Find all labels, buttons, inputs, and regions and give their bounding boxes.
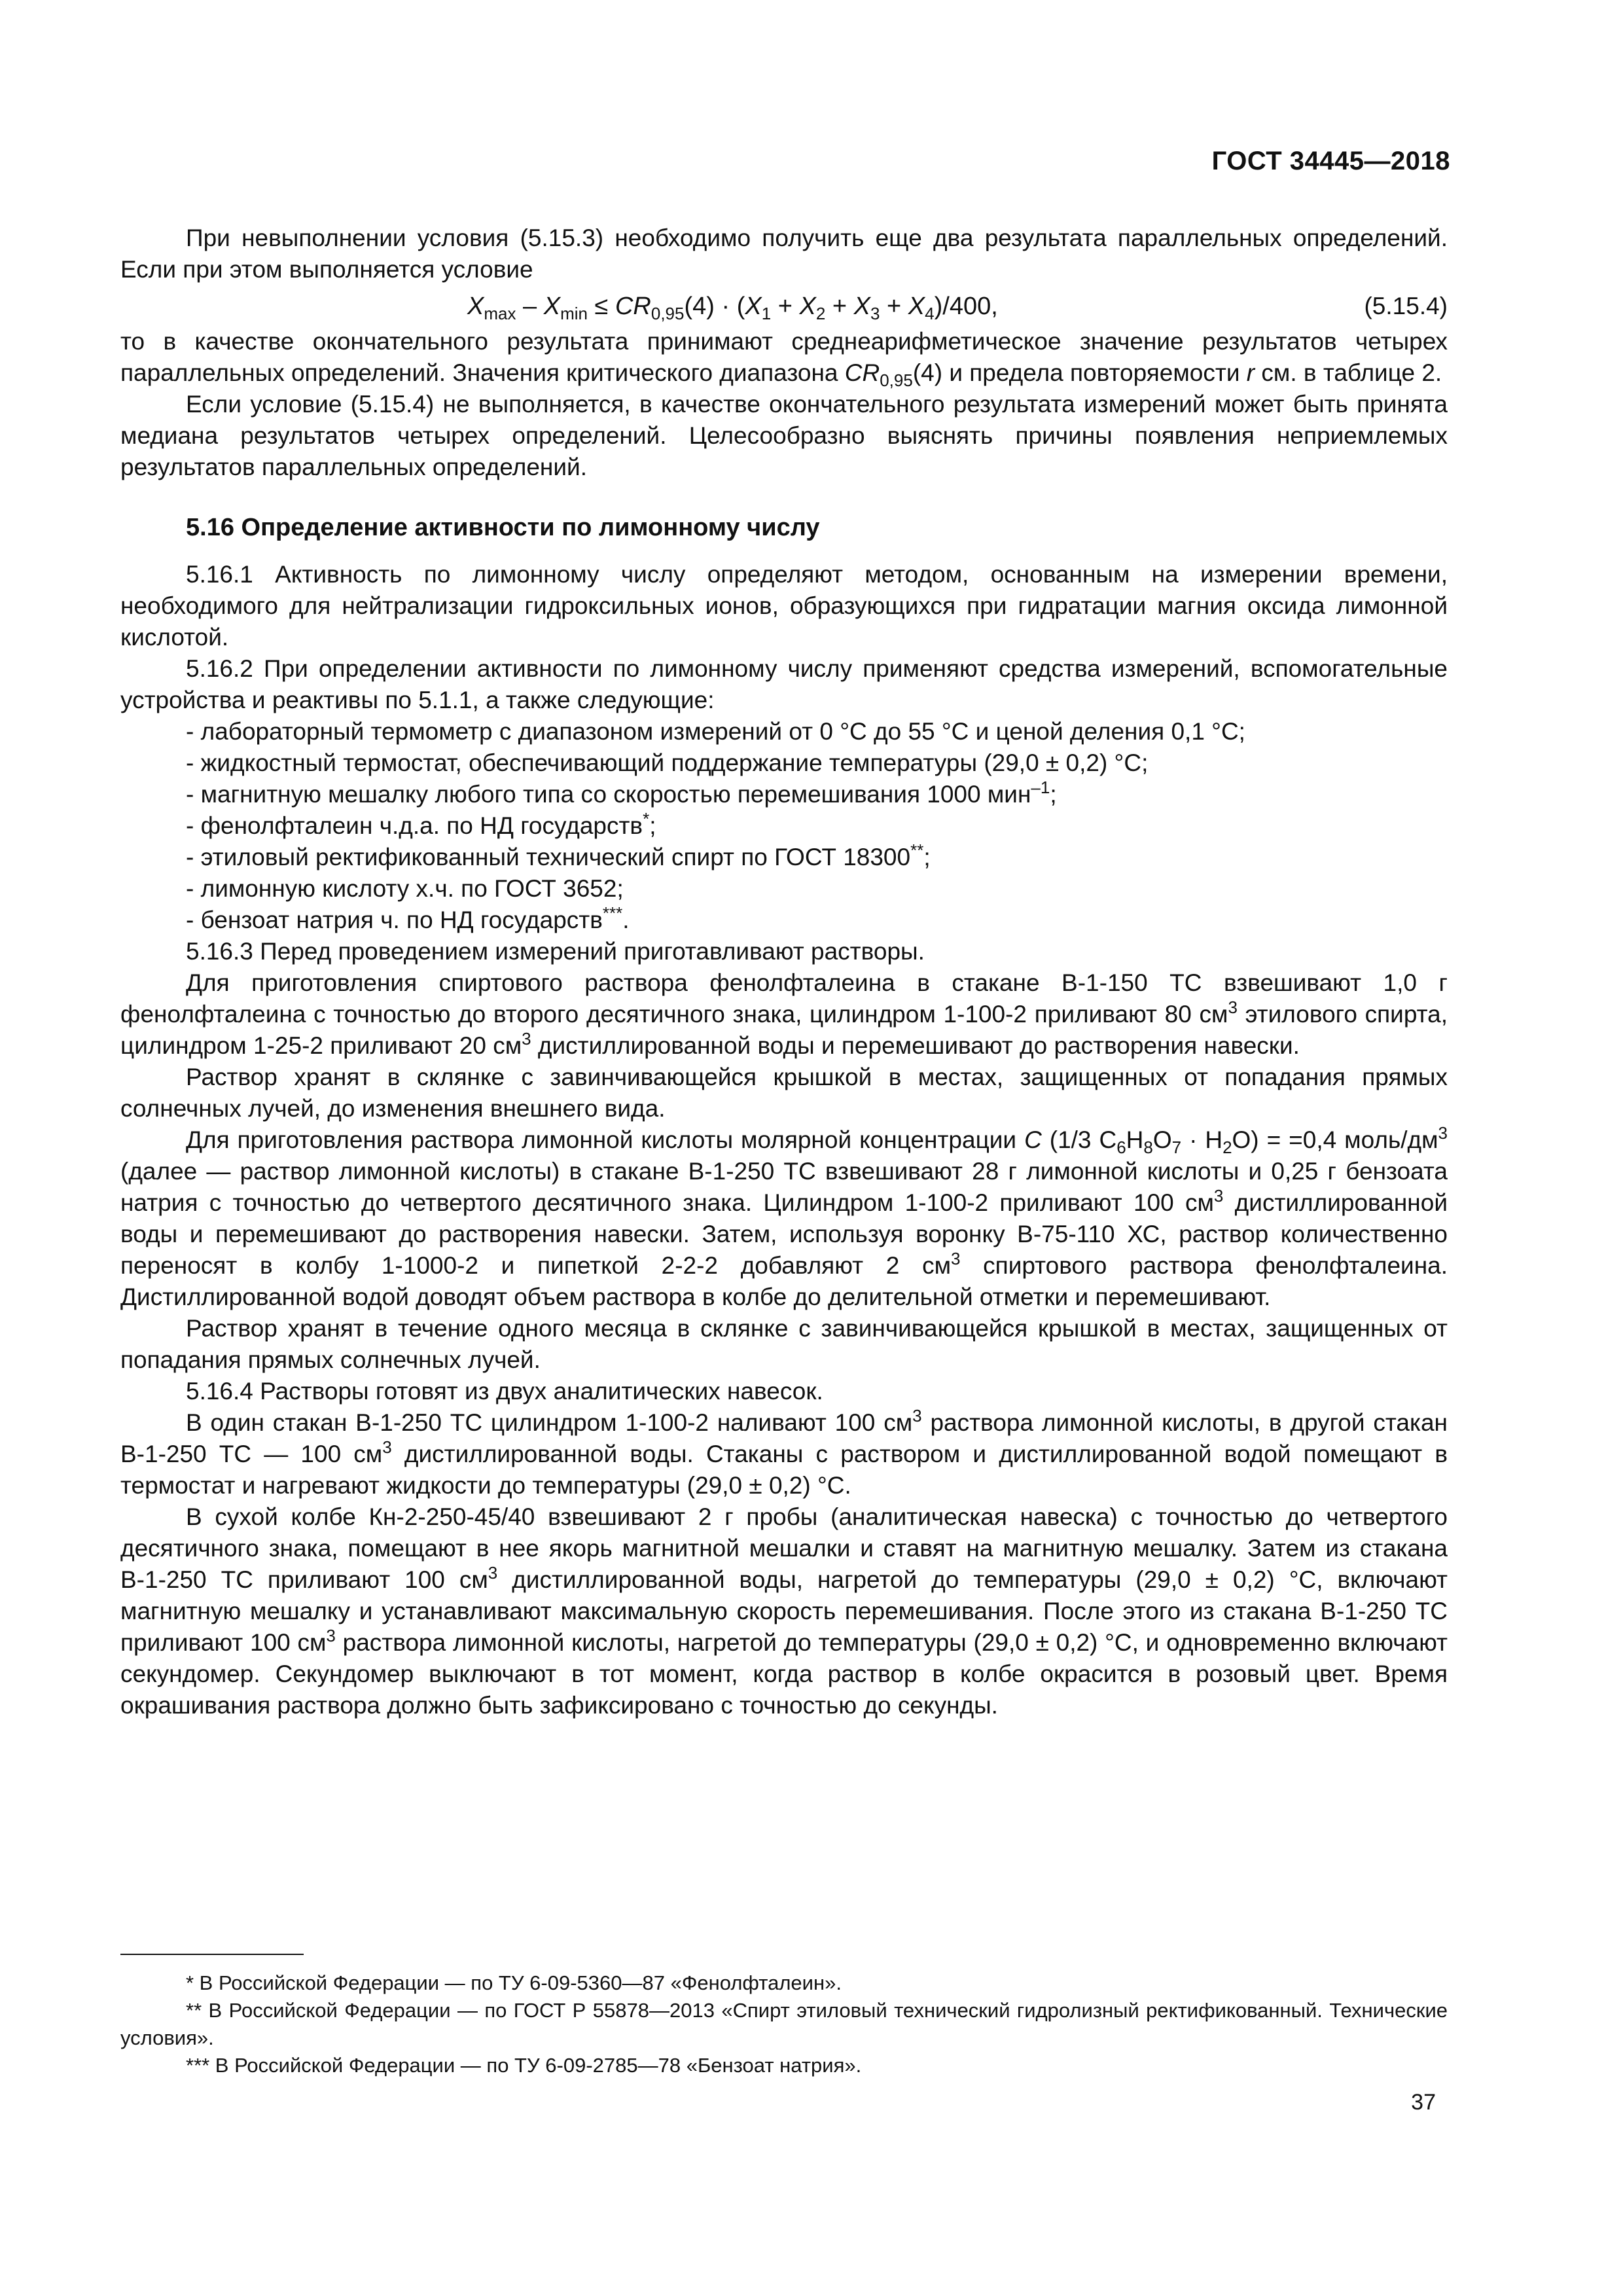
- footnote: * В Российской Федерации — по ТУ 6-09-5360—87 «Фенолфталеин».: [186, 1971, 842, 1994]
- paragraph: Для приготовления раствора лимонной кислоты молярной концентрации C (1/3 $C_6H_8O_7 \cdot H_2O) = =0,4$ моль/$дм^3$ (далее — раствор лимонной кислоты) в стакане В-1-250 ТС взвешивают 28 г лимонной кислоты и 0,25 г бензоата натрия с точностью до четвертого десятичного знака. Цилиндром 1-100-2 приливают 100 $см^3$ дистиллированной воды и перемешивают до растворения навески. Затем, используя воронку В-75-110 ХС, раствор количественно переносят в колбу 1-1000-2 и пипеткой 2-2-2 добавляют 2 $см^3$ спиртового раствора фенолфталеина. Дистиллированной водой доводят объем раствора в колбе до делительной отметки и перемешивают.: [120, 1123, 1448, 1310]
- paragraph: 5.16.2 При определении активности по лимонному числу применяют средства измерений, вспомогательные устройства и реактивы по 5.1.1, а также следующие:: [120, 655, 1448, 713]
- formula: $X_{max} - X_{min} \le CR_{0,95}(4) \cdot (X_1 + X_2 + X_3 + X_4)/400$,: [467, 293, 998, 323]
- paragraph: Раствор хранят в течение одного месяца в склянке с завинчивающейся крышкой в местах, защищенных от попадания прямых солнечных лучей.: [120, 1315, 1448, 1373]
- page-number: 37: [1411, 2090, 1436, 2115]
- footnotes: [120, 1954, 1448, 2079]
- list-item: - лабораторный термометр с диапазоном измерений от 0 °С до 55 °С и ценой деления 0,1 °С;: [186, 718, 1245, 745]
- list-item: - магнитную мешалку любого типа со скоростью перемешивания 1000 мин$^{-1}$;: [186, 778, 1057, 808]
- paragraph: 5.16.3 Перед проведением измерений приготавливают растворы.: [186, 938, 925, 965]
- list-item: - жидкостный термостат, обеспечивающий поддержание температуры (29,0 ± 0,2) °С;: [186, 749, 1149, 776]
- paragraph: В один стакан В-1-250 ТС цилиндром 1-100-2 наливают 100 $см^3$ раствора лимонной кислоты, в другой стакан В-1-250 ТС — 100 $см^3$ дистиллированной воды. Стаканы с раствором и дистиллированной водой помещают в термостат и нагревают жидкости до температуры (29,0 ± 0,2) °С.: [120, 1406, 1448, 1499]
- list-item: - лимонную кислоту х.ч. по ГОСТ 3652;: [186, 875, 624, 902]
- paragraph: Раствор хранят в склянке с завинчивающейся крышкой в местах, защищенных от попадания прямых солнечных лучей, до изменения внешнего вида.: [120, 1064, 1448, 1122]
- list-item: - бензоат натрия ч. по НД государств***.: [186, 903, 630, 933]
- formula-row: [120, 289, 1448, 323]
- paragraph: При невыполнении условия (5.15.3) необходимо получить еще два результата параллельных определений. Если при этом выполняется условие: [120, 224, 1448, 283]
- footnote: *** В Российской Федерации — по ТУ 6-09-2785—78 «Бензоат натрия».: [186, 2054, 862, 2077]
- section-title: 5.16 Определение активности по лимонному числу: [186, 514, 820, 541]
- paragraph: В сухой колбе Кн-2-250-45/40 взвешивают 2 г пробы (аналитическая навеска) с точностью до четвертого десятичного знака, помещают в нее якорь магнитной мешалки и ставят на магнитную мешалку. Затем из стакана В-1-250 ТС приливают 100 $см^3$ дистиллированной воды, нагретой до температуры (29,0 ± 0,2) °С, включают магнитную мешалку и устанавливают максимальную скорость перемешивания. После этого из стакана В-1-250 ТС приливают 100 $см^3$ раствора лимонной кислоты, нагретой до температуры (29,0 ± 0,2) °С, и одновременно включают секундомер. Секундомер выключают в тот момент, когда раствор в колбе окрасится в розовый цвет. Время окрашивания раствора должно быть зафиксировано с точностью до секунды.: [120, 1503, 1448, 1719]
- paragraph: 5.16.4 Растворы готовят из двух аналитических навесок.: [186, 1378, 823, 1405]
- paragraph: 5.16.1 Активность по лимонному числу определяют методом, основанным на измерении времени, необходимого для нейтрализации гидроксильных ионов, образующихся при гидратации магния оксида лимонной кислотой.: [120, 561, 1448, 651]
- list-item: - фенолфталеин ч.д.а. по НД государств*;: [186, 809, 656, 839]
- paragraph: Для приготовления спиртового раствора фенолфталеина в стакане В-1-150 ТС взвешивают 1,0 г фенолфталеина с точностью до второго десятичного знака, цилиндром 1-100-2 приливают 80 $см^3$ этилового спирта, цилиндром 1-25-2 приливают 20 $см^3$ дистиллированной воды и перемешивают до растворения навески.: [120, 969, 1448, 1059]
- footnote: ** В Российской Федерации — по ГОСТ Р 55878—2013 «Спирт этиловый технический гидролизный ректификованный. Технические условия».: [120, 1999, 1448, 2049]
- footnote-divider: [120, 1954, 304, 1955]
- list-item: - этиловый ректификованный технический спирт по ГОСТ 18300**;: [186, 840, 931, 870]
- formula-number: (5.15.4): [1364, 293, 1448, 319]
- paragraph: Если условие (5.15.4) не выполняется, в качестве окончательного результата измерений может быть принята медиана результатов четырех определений. Целесообразно выяснять причины появления неприемлемых результатов параллельных определений.: [120, 391, 1448, 480]
- page-content: [120, 223, 1448, 1721]
- standard-header: ГОСТ 34445—2018: [1211, 147, 1450, 175]
- paragraph: то в качестве окончательного результата принимают среднеарифметическое значение результатов четырех параллельных определений. Значения критического диапазона $CR_{0,95}(4)$ и предела повторяемости r см. в таблице 2.: [120, 328, 1448, 390]
